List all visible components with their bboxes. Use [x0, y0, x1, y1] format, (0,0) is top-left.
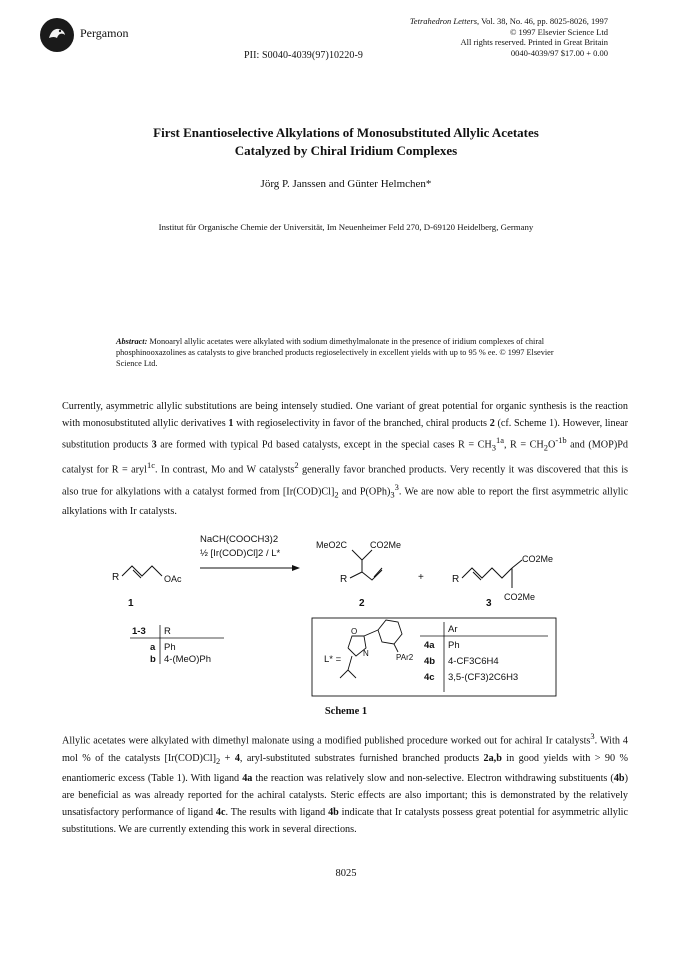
- publisher-name: Pergamon: [80, 26, 129, 40]
- compound-3-label: 3: [486, 598, 492, 609]
- pergamon-logo-icon: [40, 18, 74, 52]
- subscript: 2: [334, 489, 339, 500]
- compound-ref: 2a,b: [483, 752, 502, 764]
- text-run: (cf. Scheme 1). However, linear substitution products: [62, 418, 629, 451]
- abstract-text: Monoaryl allylic acetates were alkylated with sodium dimethylmalonate in the presence of iridium complexes of chiral phosphinooxazolines as catalysts to give branched products regioselectively in excellent yields with up to 95 % ee. © 1997 Elsevier Science Ltd.: [116, 337, 554, 368]
- arrow-head-icon: [292, 565, 300, 571]
- text-run: generally favor branched products. Very recently it was discovered that this is also true for alkylations with a catalyst formed from [Ir(COD)Cl]: [62, 464, 628, 498]
- citation: 1a: [495, 435, 505, 446]
- text-run: indicate that Ir catalysts possess great potential for asymmetric allylic substitutions. We are currently extending this work in several directions.: [62, 807, 628, 836]
- subscript: 3: [491, 442, 496, 453]
- compound-ref: 4: [234, 752, 240, 764]
- compound-ref: 4a: [242, 772, 253, 784]
- compound-2-label: 2: [359, 598, 365, 609]
- ar-row-value: Ph: [448, 640, 460, 651]
- compound-ref: 1: [228, 418, 234, 430]
- co2me-label-3b: CO2Me: [504, 592, 536, 602]
- scheme-caption: Scheme 1: [324, 706, 368, 717]
- text-run: . The results with ligand: [225, 807, 329, 819]
- linear-chain: [462, 568, 512, 578]
- text-run: . In contrast, Mo and W catalysts: [154, 464, 295, 476]
- oxazoline-o: O: [351, 627, 358, 636]
- bond: [362, 550, 372, 560]
- ar-row-value: 4-CF3C6H4: [448, 656, 499, 667]
- r-substituent-table: [130, 625, 224, 665]
- compound-ref: 3: [151, 439, 157, 451]
- scheme-1-figure: [0, 530, 692, 705]
- ar-row-id: 4b: [424, 656, 436, 667]
- text-run: and P(OPh): [338, 486, 391, 498]
- journal-title: Tetrahedron Letters: [409, 16, 478, 26]
- abstract: [116, 336, 556, 369]
- pii-identifier: PII: S0040-4039(97)10220-9: [244, 50, 363, 61]
- subscript: 3: [390, 489, 395, 500]
- citation: 3: [590, 731, 595, 741]
- rights-line: All rights reserved. Printed in Great Britain: [460, 37, 608, 47]
- meo2c-label: MeO2C: [316, 540, 348, 550]
- substrate-chain: [122, 566, 162, 576]
- bond: [350, 572, 362, 578]
- text-run: , R = CH: [504, 439, 544, 451]
- compound-ref: 4b: [328, 807, 339, 819]
- table-header-right: R: [164, 626, 171, 637]
- ar-row-value: 3,5-(CF3)2C6H3: [448, 672, 519, 683]
- citation: 1c: [146, 460, 155, 471]
- abstract-label: Abstract:: [116, 337, 148, 346]
- compound-ref: 2: [489, 418, 495, 430]
- oxazoline-n: N: [363, 649, 369, 658]
- text-run: . We are now able to report the first asymmetric allylic alkylations with Ir catalysts.: [62, 486, 628, 518]
- r-label-1: R: [112, 572, 120, 583]
- text-run: ) are beneficial as was already reported for the achiral catalysts. Steric effects are also important; this is demonstrated by the relatively unsatisfactory performance of ligand: [62, 772, 628, 819]
- citation: 2: [294, 460, 299, 471]
- page-number: 8025: [335, 868, 357, 879]
- phosphine-label: PAr2: [396, 653, 414, 662]
- bond: [352, 550, 362, 560]
- text-run: with regioselectivity in favor of the branched, chiral products: [233, 418, 490, 430]
- text-run: Allylic acetates were alkylated with dimethyl malonate using a modified published procedure worked out for achiral Ir catalysts: [62, 735, 591, 747]
- compound-ref: 4c: [215, 807, 226, 819]
- text-run: . With 4 mol % of the catalysts [Ir(COD)Cl]: [62, 735, 628, 764]
- co2me-label-3a: CO2Me: [522, 554, 554, 564]
- issn-line: 0040-4039/97 $17.00 + 0.00: [510, 47, 608, 58]
- subscript: 2: [543, 442, 548, 453]
- ar-row-id: 4c: [424, 672, 435, 683]
- text-run: in good yields with > 90 % enantiomeric excess (Table 1). With ligand: [62, 752, 629, 784]
- ar-header: Ar: [448, 624, 458, 635]
- copyright-line: © 1997 Elsevier Science Ltd: [509, 26, 608, 37]
- text-run: and (MOP)Pd catalyst for R = aryl: [62, 439, 628, 476]
- ligand-label: L* =: [324, 654, 342, 665]
- title-line-1: First Enantioselective Alkylations of Monosubstituted Allylic Acetates: [153, 125, 539, 140]
- journal-info: [410, 16, 608, 58]
- reagent-line-2: ½ [Ir(COD)Cl]2 / L*: [200, 548, 281, 559]
- citation: 3: [394, 481, 399, 492]
- title-line-2: Catalyzed by Chiral Iridium Complexes: [234, 143, 458, 158]
- text-run: the reaction was relatively slow and non-selective. Electron withdrawing substituents (: [252, 772, 614, 784]
- text-run: O: [547, 439, 556, 451]
- oxazoline-structure: [340, 620, 402, 678]
- reagent-line-1: NaCH(COOCH3)2: [200, 534, 279, 545]
- row-id: b: [150, 654, 156, 665]
- body-paragraph-1: [62, 398, 628, 520]
- body-paragraph-2: [62, 728, 628, 839]
- text-run: +: [220, 752, 235, 764]
- article-title: [0, 124, 692, 160]
- subscript: 2: [215, 755, 221, 766]
- ar-row-id: 4a: [424, 640, 435, 651]
- affiliation: Institut für Organische Chemie der Universität, Im Neuenheimer Feld 270, D-69120 Heidelberg, Germany: [158, 222, 534, 232]
- compound-ref: 4b: [613, 772, 625, 784]
- compound-1-label: 1: [128, 598, 134, 609]
- row-value: 4-(MeO)Ph: [164, 654, 211, 665]
- bond: [512, 560, 522, 568]
- authors: Jörg P. Janssen and Günter Helmchen*: [260, 178, 432, 190]
- text-run: Currently, asymmetric allylic substitutions are being intensely studied. One variant of great potential for organic synthesis is the reaction with monosubstituted allylic derivatives: [62, 401, 628, 430]
- double-bond: [374, 568, 382, 577]
- co2me-label-2: CO2Me: [370, 540, 402, 550]
- text-run: , aryl-substituted substrates furnished branched products: [239, 752, 484, 764]
- citation: -1b: [555, 435, 567, 446]
- oac-label: OAc: [164, 574, 182, 584]
- row-id: a: [150, 642, 156, 653]
- text-run: are formed with typical Pd based catalysts, except in the special cases R = CH: [156, 439, 492, 451]
- r-label-3: R: [452, 574, 460, 585]
- row-value: Ph: [164, 642, 176, 653]
- r-label-2: R: [340, 574, 348, 585]
- table-header-left: 1-3: [132, 626, 146, 637]
- plus-sign: +: [418, 572, 424, 583]
- journal-volume: , Vol. 38, No. 46, pp. 8025-8026, 1997: [477, 16, 608, 26]
